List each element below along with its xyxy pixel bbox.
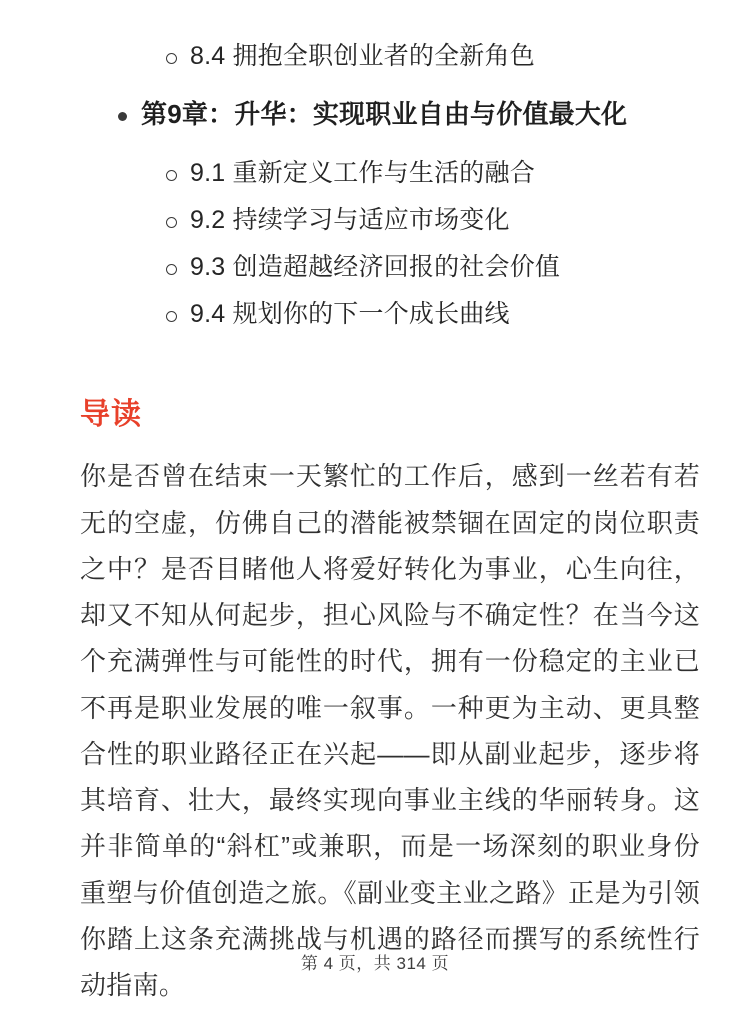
page-footer: 第 4 页，共 314 页	[300, 954, 450, 973]
toc-item-label: 9.2 持续学习与适应市场变化	[190, 206, 510, 235]
toc-item-label: 8.4 拥抱全职创业者的全新角色	[190, 42, 535, 70]
hollow-bullet-icon	[166, 264, 177, 275]
body-text	[80, 453, 700, 1008]
paragraph: 你是否曾在结束一天繁忙的工作后，感到一丝若有若无的空虚，仿佛自己的潜能被禁锢在固定的岗位职责之中？是否目睹他人将爱好转化为事业，心生向往，却又不知从何起步，担心风险与不确定性？在当今这个充满弹性与可能性的时代，拥有一份稳定的主业已不再是职业发展的唯一叙事。一种更为主动、更具整合性的职业路径正在兴起——即从副业起步，逐步将其培育、壮大，最终实现向事业主线的华丽转身。这并非简单的“斜杠”或兼职，而是一场深刻的职业身份重塑与价值创造之旅。《副业变主业之路》正是为引领你踏上这条充满挑战与机遇的路径而撰写的系统性行动指南。	[80, 461, 700, 1001]
hollow-bullet-icon	[166, 217, 177, 228]
toc-chapter-9[interactable]	[62, 97, 688, 131]
hollow-bullet-icon	[166, 53, 177, 64]
toc-item-label: 9.4 规划你的下一个成长曲线	[190, 300, 510, 329]
toc-item-9-4[interactable]	[62, 298, 688, 331]
table-of-contents	[62, 40, 688, 73]
toc-item-9-2[interactable]	[62, 204, 688, 237]
toc-item-9-3[interactable]	[62, 251, 688, 284]
toc-chapter-label: 第9章：升华：实现职业自由与价值最大化	[141, 99, 628, 129]
toc-item-8-4[interactable]	[62, 40, 688, 73]
hollow-bullet-icon	[166, 311, 177, 322]
section-heading: 导读	[80, 398, 142, 432]
table-of-contents-chapter9	[62, 157, 688, 331]
toc-item-label: 9.3 创造超越经济回报的社会价值	[190, 253, 561, 282]
hollow-bullet-icon	[166, 170, 177, 181]
solid-bullet-icon	[118, 112, 127, 121]
toc-item-9-1[interactable]	[62, 157, 688, 190]
toc-item-label: 9.1 重新定义工作与生活的融合	[190, 159, 535, 188]
